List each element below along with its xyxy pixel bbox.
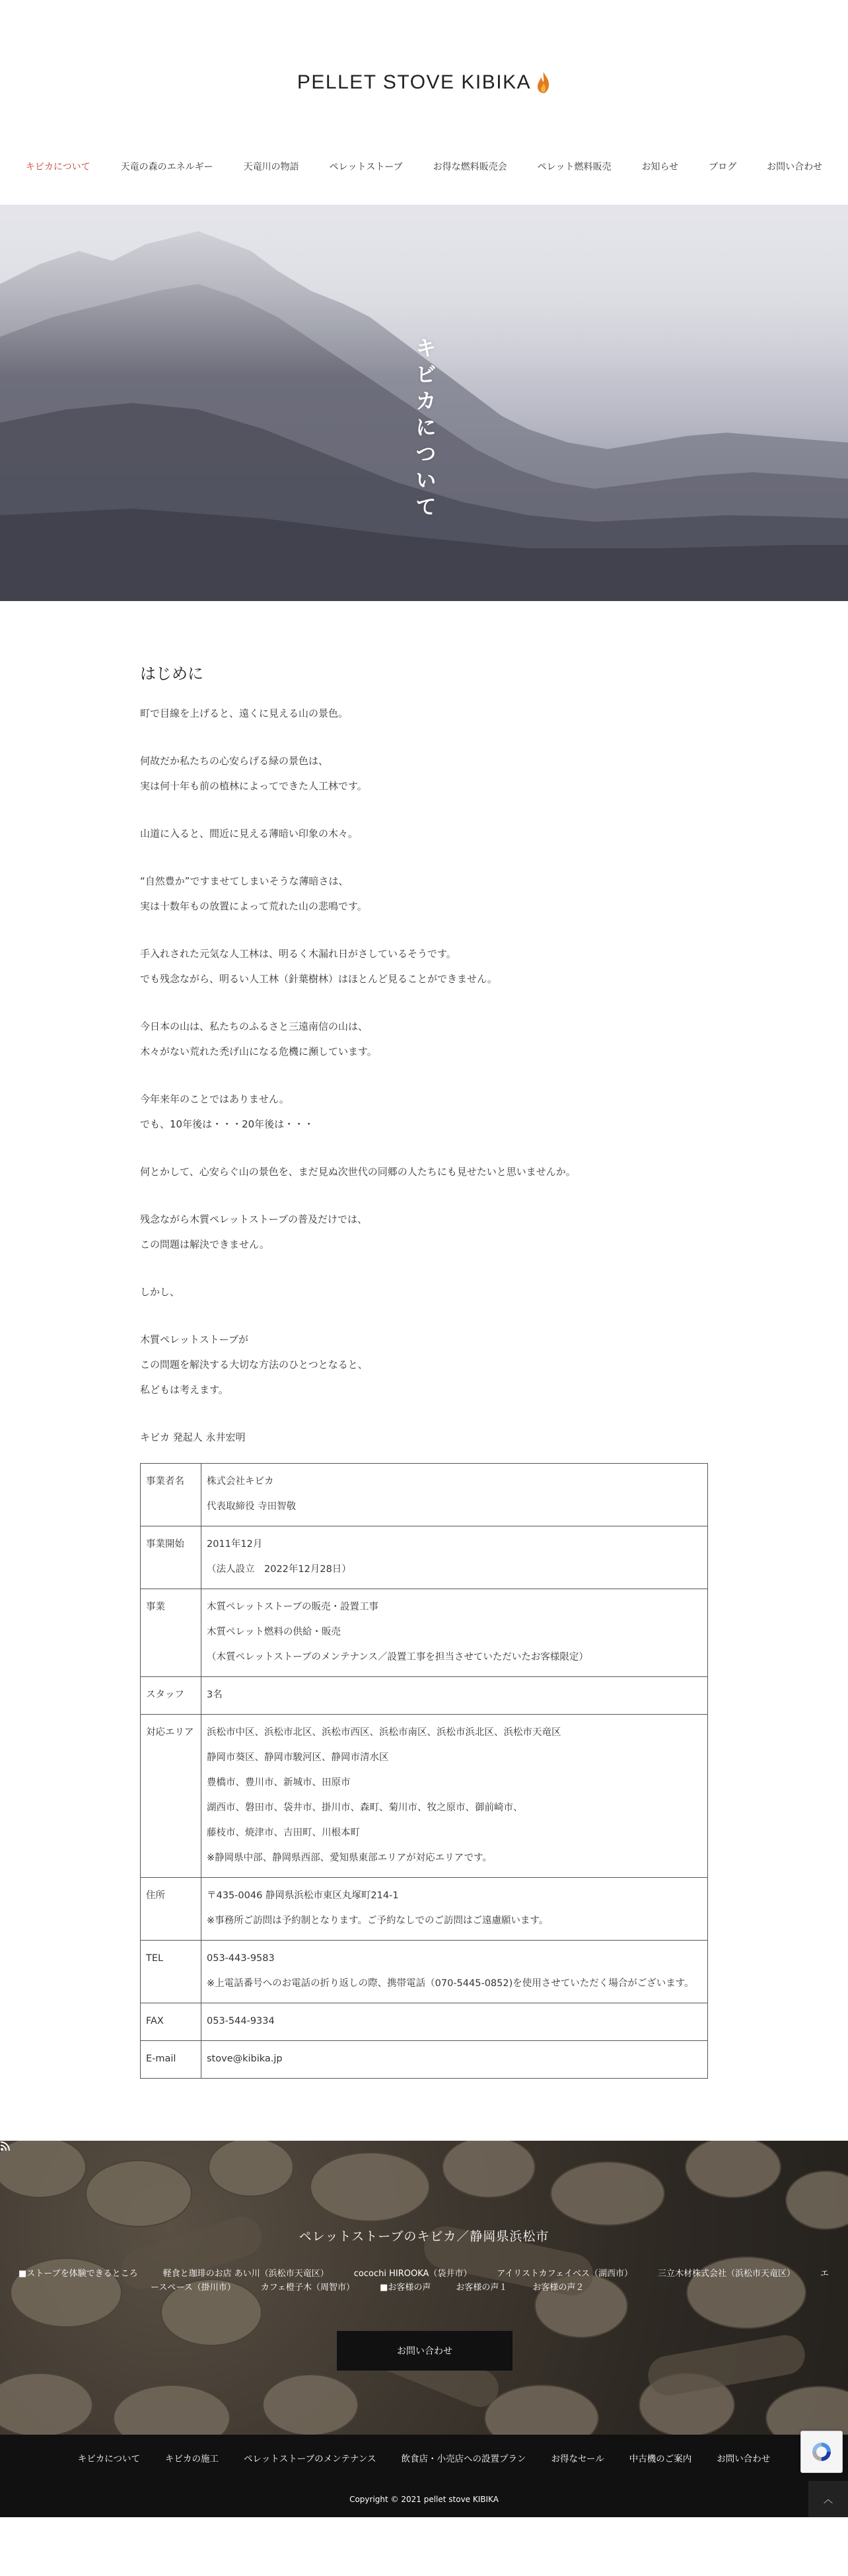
table-row bbox=[141, 1589, 708, 1677]
intro-paragraph bbox=[140, 1327, 708, 1402]
intro-paragraph bbox=[140, 701, 708, 726]
intro-line: でも、10年後は・・・20年後は・・・ bbox=[140, 1118, 314, 1130]
hero-banner bbox=[0, 205, 848, 601]
table-value bbox=[201, 1677, 708, 1715]
intro-line: 手入れされた元気な人工林は、明るく木漏れ日がさしているそうです。 bbox=[140, 948, 456, 960]
main-content bbox=[140, 601, 708, 2079]
intro-line: 私どもは考えます。 bbox=[140, 1384, 229, 1396]
table-value-line: 藤枝市、焼津市、吉田町、川根本町 bbox=[207, 1828, 360, 1838]
table-value-line[interactable]: stove@kibika.jp bbox=[207, 2054, 283, 2064]
intro-line: しかし、 bbox=[140, 1286, 180, 1298]
table-value-line: 〒435-0046 静岡県浜松市東区丸塚町214-1 bbox=[207, 1890, 399, 1901]
intro-line: でも残念ながら、明るい人工林（針葉樹林）はほとんど見ることができません。 bbox=[140, 973, 497, 985]
intro-line: 今年来年のことではありません。 bbox=[140, 1093, 289, 1105]
page-top-button[interactable] bbox=[808, 2481, 848, 2517]
footer-nav-store-plan[interactable]: 飲食店・小売店への設置プラン bbox=[401, 2454, 526, 2464]
table-value bbox=[201, 1878, 708, 1941]
table-value-line: 豊橋市、豊川市、新城市、田原市 bbox=[207, 1777, 351, 1788]
table-value-line: 代表取締役 寺田智敬 bbox=[207, 1501, 297, 1512]
table-value-line: （木質ペレットストーブのメンテナンス／設置工事を担当させていただいたお客様限定） bbox=[207, 1652, 588, 1663]
table-value-line: 湖西市、磐田市、袋井市、掛川市、森町、菊川市、牧之原市、御前崎市、 bbox=[207, 1803, 523, 1813]
footer-link-sanritsu[interactable]: 三立木材株式会社（浜松市天竜区） bbox=[657, 2269, 795, 2279]
site-header bbox=[0, 0, 848, 205]
intro-paragraph bbox=[140, 1279, 708, 1305]
footer-link-voice-1[interactable]: お客様の声１ bbox=[456, 2283, 508, 2293]
table-label: TEL bbox=[141, 1941, 201, 2003]
nav-item-about[interactable]: キビカについて bbox=[25, 162, 90, 172]
signature: キビカ 発起人 永井宏明 bbox=[140, 1431, 246, 1443]
footer-nav-construction[interactable]: キビカの施工 bbox=[165, 2454, 219, 2464]
table-value-line: 木質ペレット燃料の供給・販売 bbox=[207, 1627, 341, 1637]
table-row bbox=[141, 1878, 708, 1941]
intro-line: 木質ペレットストーブが bbox=[140, 1334, 248, 1345]
copyright-text: Copyright © 2021 pellet stove KIBIKA bbox=[349, 2494, 499, 2504]
nav-item-contact[interactable]: お問い合わせ bbox=[767, 162, 823, 172]
intro-line: 今日本の山は、私たちのふるさと三遠南信の山は、 bbox=[140, 1020, 369, 1032]
intro-line: 実は何十年も前の植林によってできた人工林です。 bbox=[140, 780, 367, 792]
table-value-line: 053-544-9334 bbox=[207, 2016, 275, 2026]
company-info-table bbox=[140, 1463, 708, 2079]
footer-link-heading-experience: ■ストーブを体験できるところ bbox=[18, 2269, 138, 2279]
table-value-line: 浜松市中区、浜松市北区、浜松市西区、浜松市南区、浜松市浜北区、浜松市天竜区 bbox=[207, 1727, 561, 1738]
table-value-line: （法人設立 2022年12月28日） bbox=[207, 1564, 351, 1575]
intro-paragraph bbox=[140, 821, 708, 846]
global-nav bbox=[0, 160, 848, 173]
recaptcha-badge[interactable] bbox=[800, 2431, 843, 2473]
intro-line: 何故だか私たちの心安らげる緑の景色は、 bbox=[140, 755, 329, 767]
table-label: 事業開始 bbox=[141, 1526, 201, 1589]
table-value bbox=[201, 1941, 708, 2003]
table-value bbox=[201, 1715, 708, 1878]
table-value-line: ※上電話番号へのお電話の折り返しの際、携帯電話（070-5445-0852)を使用させていただく場合がございます。 bbox=[207, 1978, 694, 1989]
table-value-line: 3名 bbox=[207, 1690, 223, 1700]
table-row bbox=[141, 2041, 708, 2079]
intro-paragraph bbox=[140, 869, 708, 919]
table-row bbox=[141, 1715, 708, 1878]
footer-link-aikawa[interactable]: 軽食と珈琲のお店 あい川（浜松市天竜区） bbox=[162, 2269, 329, 2279]
table-label: FAX bbox=[141, 2003, 201, 2041]
nav-item-energy[interactable]: 天竜の森のエネルギー bbox=[120, 162, 213, 172]
table-value-line: 株式会社キビカ bbox=[207, 1476, 274, 1487]
table-row bbox=[141, 1464, 708, 1526]
intro-paragraph bbox=[140, 748, 708, 799]
table-value-line: 木質ペレットストーブの販売・設置工事 bbox=[207, 1602, 378, 1612]
footer-link-partial[interactable]: エ bbox=[820, 2269, 829, 2279]
intro-line: 残念ながら木質ペレットストーブの普及だけでは、 bbox=[140, 1213, 367, 1225]
hero-title: キビカについて bbox=[412, 337, 437, 522]
intro-line: 木々がない荒れた禿げ山になる危機に瀕しています。 bbox=[140, 1046, 377, 1057]
nav-item-fuel-sale[interactable]: お得な燃料販売会 bbox=[433, 162, 507, 172]
footer-nav-contact[interactable]: お問い合わせ bbox=[717, 2454, 771, 2464]
intro-line: この問題を解決する大切な方法のひとつとなると、 bbox=[140, 1359, 368, 1371]
table-row bbox=[141, 1941, 708, 2003]
intro-paragraph bbox=[140, 1014, 708, 1064]
table-value-line: 静岡市葵区、静岡市駿河区、静岡市清水区 bbox=[207, 1752, 389, 1763]
intro-paragraph bbox=[140, 941, 708, 991]
site-logo[interactable] bbox=[0, 71, 848, 94]
table-label: 住所 bbox=[141, 1878, 201, 1941]
nav-item-blog[interactable]: ブログ bbox=[709, 162, 737, 172]
table-row bbox=[141, 1526, 708, 1589]
table-value-line: ※事務所ご訪問は予約制となります。ご予約なしでのご訪問はご遠慮願います。 bbox=[207, 1915, 549, 1926]
table-value-line: 2011年12月 bbox=[207, 1539, 263, 1550]
intro-line: この問題は解決できません。 bbox=[140, 1238, 269, 1250]
footer-nav-used[interactable]: 中古機のご案内 bbox=[629, 2454, 692, 2464]
footer-nav bbox=[0, 2435, 848, 2481]
table-value-line: ※静岡県中部、静岡県西部、愛知県東部エリアが対応エリアです。 bbox=[207, 1853, 492, 1863]
footer-nav-about[interactable]: キビカについて bbox=[77, 2454, 141, 2464]
contact-button[interactable]: お問い合わせ bbox=[337, 2331, 512, 2371]
nav-item-pellet-stove[interactable]: ペレットストーブ bbox=[329, 162, 403, 172]
flame-icon bbox=[536, 71, 551, 94]
nav-item-pellet-fuel[interactable]: ペレット燃料販売 bbox=[537, 162, 612, 172]
table-value bbox=[201, 1464, 708, 1526]
nav-item-news[interactable]: お知らせ bbox=[641, 162, 679, 172]
table-value bbox=[201, 2041, 708, 2079]
intro-line: 何とかして、心安らぐ山の景色を、まだ見ぬ次世代の同郷の人たちにも見せたいと思いませんか。 bbox=[140, 1166, 576, 1178]
table-label: E-mail bbox=[141, 2041, 201, 2079]
chevron-up-icon: ︿ bbox=[824, 2494, 833, 2505]
intro-body bbox=[140, 701, 708, 1402]
nav-item-story[interactable]: 天竜川の物語 bbox=[243, 162, 299, 172]
footer-link-irist[interactable]: アイリストカフェイベス（湖西市） bbox=[497, 2269, 633, 2279]
table-label: スタッフ bbox=[141, 1677, 201, 1715]
table-value-line: 053-443-9583 bbox=[207, 1953, 275, 1964]
table-label: 事業 bbox=[141, 1589, 201, 1677]
footer-link-cafe[interactable]: カフェ橙子木（周智市） bbox=[260, 2283, 355, 2293]
intro-line: 山道に入ると、間近に見える薄暗い印象の木々。 bbox=[140, 828, 359, 840]
table-label: 事業者名 bbox=[141, 1464, 201, 1526]
table-value bbox=[201, 2003, 708, 2041]
footer-nav-sale[interactable]: お得なセール bbox=[551, 2454, 604, 2464]
intro-heading: はじめに bbox=[140, 664, 203, 683]
intro-line: 実は十数年もの放置によって荒れた山の悲鳴です。 bbox=[140, 900, 367, 912]
footer-link-space[interactable]: ースペース（掛川市） bbox=[151, 2283, 236, 2293]
footer-nav-maintenance[interactable]: ペレットストーブのメンテナンス bbox=[244, 2454, 376, 2464]
footer-links bbox=[0, 2266, 848, 2293]
footer-link-cocochi[interactable]: cocochi HIROOKA（袋井市） bbox=[353, 2269, 472, 2279]
intro-paragraph bbox=[140, 1207, 708, 1257]
rss-icon[interactable] bbox=[0, 2141, 11, 2151]
footer-title: ペレットストーブのキビカ／静岡県浜松市 bbox=[299, 2229, 549, 2244]
copyright-bar bbox=[0, 2481, 848, 2517]
footer-link-heading-voice: ■お客様の声 bbox=[380, 2283, 431, 2293]
intro-line: “自然豊か”ですませてしまいそうな薄暗さは、 bbox=[140, 875, 349, 887]
table-label: 対応エリア bbox=[141, 1715, 201, 1878]
logo-text: PELLET STOVE KIBIKA bbox=[297, 71, 532, 93]
table-value bbox=[201, 1589, 708, 1677]
intro-paragraph bbox=[140, 1087, 708, 1137]
table-row bbox=[141, 1677, 708, 1715]
footer-banner bbox=[0, 2141, 848, 2435]
recaptcha-icon bbox=[810, 2440, 833, 2464]
footer-link-voice-2[interactable]: お客様の声２ bbox=[532, 2283, 584, 2293]
table-value bbox=[201, 1526, 708, 1589]
intro-paragraph bbox=[140, 1159, 708, 1184]
intro-line: 町で目線を上げると、遠くに見える山の景色。 bbox=[140, 707, 349, 719]
table-row bbox=[141, 2003, 708, 2041]
